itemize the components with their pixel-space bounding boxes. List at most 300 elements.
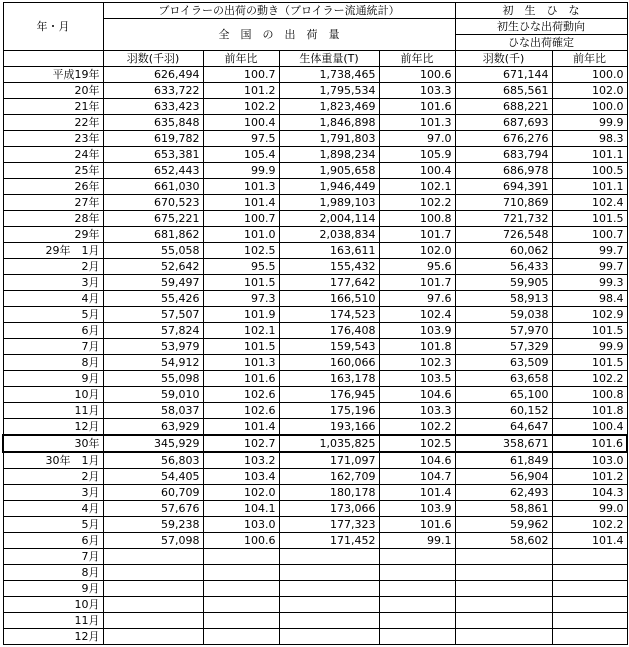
table-row xyxy=(3,452,627,469)
birds-cell[interactable]: 661,030 xyxy=(103,179,203,195)
chicks-cell[interactable]: 59,905 xyxy=(455,275,552,291)
weight-cell[interactable]: 1,898,234 xyxy=(279,147,379,163)
yoy2-cell[interactable]: 101.6 xyxy=(379,517,455,533)
birds-cell[interactable] xyxy=(103,581,203,597)
yoy3-cell[interactable]: 100.5 xyxy=(552,163,627,179)
row-label[interactable]: 30年 xyxy=(3,435,103,452)
yoy2-cell[interactable]: 103.3 xyxy=(379,83,455,99)
yoy1-cell[interactable] xyxy=(203,565,279,581)
chicks-cell[interactable]: 63,658 xyxy=(455,371,552,387)
table-row xyxy=(3,211,627,227)
chicks-cell[interactable]: 56,904 xyxy=(455,469,552,485)
yoy2-cell[interactable] xyxy=(379,613,455,629)
birds-cell[interactable]: 619,782 xyxy=(103,131,203,147)
yoy2-cell[interactable]: 101.7 xyxy=(379,227,455,243)
yoy2-cell[interactable]: 101.6 xyxy=(379,99,455,115)
yoy1-cell[interactable]: 101.3 xyxy=(203,179,279,195)
chicks-cell[interactable]: 358,671 xyxy=(455,435,552,452)
chicks-cell[interactable] xyxy=(455,549,552,565)
yoy2-cell[interactable]: 103.3 xyxy=(379,403,455,419)
yoy3-cell[interactable]: 102.4 xyxy=(552,195,627,211)
col-chicks-header: 羽数(千) xyxy=(455,51,552,67)
yoy3-cell[interactable]: 102.2 xyxy=(552,371,627,387)
blank-header-cell xyxy=(3,51,103,67)
table-body xyxy=(3,67,627,645)
weight-cell[interactable]: 176,945 xyxy=(279,387,379,403)
yoy1-cell[interactable]: 102.0 xyxy=(203,485,279,501)
birds-cell[interactable]: 670,523 xyxy=(103,195,203,211)
chicks-cell[interactable] xyxy=(455,581,552,597)
weight-cell[interactable]: 1,946,449 xyxy=(279,179,379,195)
yoy3-cell[interactable]: 102.0 xyxy=(552,83,627,99)
birds-cell[interactable] xyxy=(103,565,203,581)
yoy1-cell[interactable]: 102.1 xyxy=(203,323,279,339)
birds-cell[interactable]: 59,497 xyxy=(103,275,203,291)
birds-cell[interactable]: 57,098 xyxy=(103,533,203,549)
weight-cell[interactable]: 1,795,534 xyxy=(279,83,379,99)
table-row xyxy=(3,163,627,179)
row-label[interactable]: 12月 xyxy=(3,629,103,645)
table-row xyxy=(3,517,627,533)
birds-cell[interactable] xyxy=(103,613,203,629)
table-row xyxy=(3,131,627,147)
chicks-cell[interactable]: 60,062 xyxy=(455,243,552,259)
yoy3-cell[interactable]: 100.0 xyxy=(552,67,627,83)
weight-cell[interactable]: 171,452 xyxy=(279,533,379,549)
weight-cell[interactable]: 160,066 xyxy=(279,355,379,371)
chicks-cell[interactable]: 694,391 xyxy=(455,179,552,195)
row-label[interactable]: 11月 xyxy=(3,613,103,629)
chicks-cell[interactable]: 58,602 xyxy=(455,533,552,549)
yoy1-cell[interactable]: 97.3 xyxy=(203,291,279,307)
yoy3-cell[interactable]: 101.5 xyxy=(552,323,627,339)
row-label[interactable]: 30年 1月 xyxy=(3,452,103,469)
weight-cell[interactable] xyxy=(279,597,379,613)
col-yoy3-header: 前年比 xyxy=(552,51,627,67)
yoy1-cell[interactable] xyxy=(203,613,279,629)
row-label[interactable]: 6月 xyxy=(3,533,103,549)
table-row xyxy=(3,549,627,565)
chicks-cell[interactable]: 60,152 xyxy=(455,403,552,419)
yoy2-cell[interactable]: 97.6 xyxy=(379,291,455,307)
yoy2-cell[interactable]: 102.3 xyxy=(379,355,455,371)
weight-cell[interactable]: 2,004,114 xyxy=(279,211,379,227)
col-birds-header: 羽数(千羽) xyxy=(103,51,203,67)
weight-cell[interactable]: 193,166 xyxy=(279,419,379,436)
yoy2-cell[interactable]: 102.4 xyxy=(379,307,455,323)
chicks-cell[interactable]: 726,548 xyxy=(455,227,552,243)
weight-cell[interactable]: 159,543 xyxy=(279,339,379,355)
yoy1-cell[interactable]: 103.0 xyxy=(203,517,279,533)
chicks-cell[interactable]: 56,433 xyxy=(455,259,552,275)
row-label[interactable]: 21年 xyxy=(3,99,103,115)
chicks-cell[interactable] xyxy=(455,613,552,629)
yoy2-cell[interactable]: 104.7 xyxy=(379,469,455,485)
yoy1-cell[interactable]: 101.9 xyxy=(203,307,279,323)
weight-cell[interactable]: 155,432 xyxy=(279,259,379,275)
weight-cell[interactable]: 1,989,103 xyxy=(279,195,379,211)
weight-cell[interactable]: 2,038,834 xyxy=(279,227,379,243)
yoy3-cell[interactable]: 100.7 xyxy=(552,227,627,243)
row-label[interactable]: 28年 xyxy=(3,211,103,227)
yoy3-cell[interactable]: 101.1 xyxy=(552,179,627,195)
birds-cell[interactable]: 55,426 xyxy=(103,291,203,307)
weight-cell[interactable]: 162,709 xyxy=(279,469,379,485)
yoy2-cell[interactable]: 101.4 xyxy=(379,485,455,501)
row-label[interactable]: 7月 xyxy=(3,549,103,565)
yoy2-cell[interactable] xyxy=(379,629,455,645)
row-label[interactable]: 23年 xyxy=(3,131,103,147)
yoy1-cell[interactable]: 101.4 xyxy=(203,195,279,211)
birds-cell[interactable] xyxy=(103,549,203,565)
row-label[interactable]: 2月 xyxy=(3,259,103,275)
table-row xyxy=(3,243,627,259)
weight-cell[interactable] xyxy=(279,581,379,597)
table-row xyxy=(3,501,627,517)
table-row xyxy=(3,275,627,291)
chicks-cell[interactable]: 671,144 xyxy=(455,67,552,83)
chicks-cell[interactable]: 62,493 xyxy=(455,485,552,501)
yoy2-cell[interactable]: 97.0 xyxy=(379,131,455,147)
yoy1-cell[interactable] xyxy=(203,549,279,565)
chicks-cell[interactable]: 57,970 xyxy=(455,323,552,339)
chicks-cell[interactable]: 676,276 xyxy=(455,131,552,147)
table-row xyxy=(3,371,627,387)
chicks-cell[interactable]: 59,962 xyxy=(455,517,552,533)
yoy2-cell[interactable]: 103.9 xyxy=(379,501,455,517)
weight-cell[interactable]: 1,823,469 xyxy=(279,99,379,115)
yoy2-cell[interactable]: 104.6 xyxy=(379,387,455,403)
row-label[interactable]: 12月 xyxy=(3,419,103,436)
national-shipment-header: 全 国 の 出 荷 量 xyxy=(103,19,455,51)
birds-cell[interactable]: 54,405 xyxy=(103,469,203,485)
yoy2-cell[interactable] xyxy=(379,549,455,565)
table-row xyxy=(3,613,627,629)
yoy1-cell[interactable] xyxy=(203,597,279,613)
chicks-cell[interactable]: 686,978 xyxy=(455,163,552,179)
table-row xyxy=(3,435,627,452)
yoy1-cell[interactable]: 101.2 xyxy=(203,83,279,99)
yoy1-cell[interactable]: 99.9 xyxy=(203,163,279,179)
yoy3-cell[interactable]: 99.7 xyxy=(552,243,627,259)
yoy3-cell[interactable]: 101.5 xyxy=(552,355,627,371)
row-label[interactable]: 5月 xyxy=(3,517,103,533)
row-label[interactable]: 7月 xyxy=(3,339,103,355)
chick-title-header: 初 生 ひ な xyxy=(455,3,627,19)
yoy3-cell[interactable]: 99.9 xyxy=(552,115,627,131)
row-label[interactable]: 27年 xyxy=(3,195,103,211)
yoy3-cell[interactable]: 99.9 xyxy=(552,339,627,355)
yoy2-cell[interactable]: 102.2 xyxy=(379,419,455,436)
row-label[interactable]: 26年 xyxy=(3,179,103,195)
yoy3-cell[interactable]: 98.4 xyxy=(552,291,627,307)
yoy3-cell[interactable]: 101.2 xyxy=(552,469,627,485)
chicks-cell[interactable] xyxy=(455,565,552,581)
yoy3-cell[interactable] xyxy=(552,613,627,629)
weight-cell[interactable]: 1,905,658 xyxy=(279,163,379,179)
yoy3-cell[interactable]: 100.8 xyxy=(552,387,627,403)
chicks-cell[interactable] xyxy=(455,597,552,613)
table-row xyxy=(3,565,627,581)
row-label[interactable]: 20年 xyxy=(3,83,103,99)
birds-cell[interactable]: 53,979 xyxy=(103,339,203,355)
table-row xyxy=(3,307,627,323)
table-row xyxy=(3,115,627,131)
yoy2-cell[interactable]: 105.9 xyxy=(379,147,455,163)
yoy3-cell[interactable]: 98.3 xyxy=(552,131,627,147)
row-label[interactable]: 29年 1月 xyxy=(3,243,103,259)
table-row xyxy=(3,403,627,419)
chick-shipment-confirmed-header: ひな出荷確定 xyxy=(455,35,627,51)
col-weight-header: 生体重量(T) xyxy=(279,51,379,67)
row-label[interactable]: 10月 xyxy=(3,597,103,613)
table-row xyxy=(3,469,627,485)
yoy3-cell[interactable]: 101.1 xyxy=(552,147,627,163)
yoy1-cell[interactable]: 102.5 xyxy=(203,243,279,259)
row-label[interactable]: 8月 xyxy=(3,355,103,371)
chicks-cell[interactable] xyxy=(455,629,552,645)
weight-cell[interactable]: 173,066 xyxy=(279,501,379,517)
yoy2-cell[interactable]: 102.2 xyxy=(379,195,455,211)
chicks-cell[interactable]: 685,561 xyxy=(455,83,552,99)
row-label[interactable]: 平成19年 xyxy=(3,67,103,83)
yoy2-cell[interactable] xyxy=(379,581,455,597)
chicks-cell[interactable]: 59,038 xyxy=(455,307,552,323)
table-row xyxy=(3,597,627,613)
yoy1-cell[interactable]: 101.0 xyxy=(203,227,279,243)
chicks-cell[interactable]: 58,913 xyxy=(455,291,552,307)
row-label[interactable]: 8月 xyxy=(3,565,103,581)
yoy1-cell[interactable]: 100.7 xyxy=(203,211,279,227)
yoy3-cell[interactable] xyxy=(552,629,627,645)
chicks-cell[interactable]: 683,794 xyxy=(455,147,552,163)
weight-cell[interactable]: 171,097 xyxy=(279,452,379,469)
birds-cell[interactable]: 675,221 xyxy=(103,211,203,227)
yoy3-cell[interactable]: 101.6 xyxy=(552,435,627,452)
yoy3-cell[interactable]: 101.8 xyxy=(552,403,627,419)
yoy2-cell[interactable]: 102.0 xyxy=(379,243,455,259)
birds-cell[interactable]: 60,709 xyxy=(103,485,203,501)
yoy3-cell[interactable] xyxy=(552,565,627,581)
table-row xyxy=(3,629,627,645)
table-row xyxy=(3,323,627,339)
table-row xyxy=(3,291,627,307)
weight-cell[interactable]: 1,846,898 xyxy=(279,115,379,131)
chicks-cell[interactable]: 688,221 xyxy=(455,99,552,115)
weight-cell[interactable]: 180,178 xyxy=(279,485,379,501)
chicks-cell[interactable]: 721,732 xyxy=(455,211,552,227)
row-label[interactable]: 5月 xyxy=(3,307,103,323)
yoy1-cell[interactable]: 100.4 xyxy=(203,115,279,131)
birds-cell[interactable]: 54,912 xyxy=(103,355,203,371)
yoy2-cell[interactable]: 101.7 xyxy=(379,275,455,291)
yoy1-cell[interactable]: 102.6 xyxy=(203,403,279,419)
birds-cell[interactable]: 57,676 xyxy=(103,501,203,517)
birds-cell[interactable]: 58,037 xyxy=(103,403,203,419)
yoy2-cell[interactable]: 101.3 xyxy=(379,115,455,131)
row-label[interactable]: 29年 xyxy=(3,227,103,243)
yoy2-cell[interactable]: 102.5 xyxy=(379,435,455,452)
table-row xyxy=(3,147,627,163)
weight-cell[interactable] xyxy=(279,565,379,581)
birds-cell[interactable]: 63,929 xyxy=(103,419,203,436)
weight-cell[interactable]: 166,510 xyxy=(279,291,379,307)
yoy3-cell[interactable]: 100.0 xyxy=(552,99,627,115)
birds-cell[interactable]: 626,494 xyxy=(103,67,203,83)
yoy3-cell[interactable]: 102.2 xyxy=(552,517,627,533)
birds-cell[interactable]: 681,862 xyxy=(103,227,203,243)
yoy1-cell[interactable]: 102.2 xyxy=(203,99,279,115)
yoy1-cell[interactable] xyxy=(203,629,279,645)
yoy3-cell[interactable]: 102.9 xyxy=(552,307,627,323)
yoy3-cell[interactable]: 99.7 xyxy=(552,259,627,275)
yoy1-cell[interactable]: 101.4 xyxy=(203,419,279,436)
weight-cell[interactable] xyxy=(279,549,379,565)
chicks-cell[interactable]: 63,509 xyxy=(455,355,552,371)
yoy1-cell[interactable]: 105.4 xyxy=(203,147,279,163)
col-yoy2-header: 前年比 xyxy=(379,51,455,67)
yoy3-cell[interactable] xyxy=(552,597,627,613)
yoy2-cell[interactable]: 100.8 xyxy=(379,211,455,227)
yoy1-cell[interactable]: 104.1 xyxy=(203,501,279,517)
weight-cell[interactable]: 174,523 xyxy=(279,307,379,323)
yoy2-cell[interactable]: 104.6 xyxy=(379,452,455,469)
chicks-cell[interactable]: 61,849 xyxy=(455,452,552,469)
yoy3-cell[interactable] xyxy=(552,581,627,597)
yoy1-cell[interactable]: 101.6 xyxy=(203,371,279,387)
table-row xyxy=(3,355,627,371)
table-row xyxy=(3,83,627,99)
row-label[interactable]: 2月 xyxy=(3,469,103,485)
yoy1-cell[interactable]: 101.5 xyxy=(203,275,279,291)
row-label[interactable]: 3月 xyxy=(3,485,103,501)
table-row xyxy=(3,179,627,195)
chicks-cell[interactable]: 65,100 xyxy=(455,387,552,403)
birds-cell[interactable]: 55,058 xyxy=(103,243,203,259)
row-label[interactable]: 9月 xyxy=(3,581,103,597)
yoy2-cell[interactable]: 100.4 xyxy=(379,163,455,179)
row-label[interactable]: 4月 xyxy=(3,501,103,517)
yoy3-cell[interactable]: 101.4 xyxy=(552,533,627,549)
table-row xyxy=(3,227,627,243)
birds-cell[interactable]: 59,010 xyxy=(103,387,203,403)
weight-cell[interactable]: 1,791,803 xyxy=(279,131,379,147)
chicks-cell[interactable]: 57,329 xyxy=(455,339,552,355)
table-row xyxy=(3,533,627,549)
broiler-shipment-table xyxy=(2,2,628,645)
birds-cell[interactable]: 653,381 xyxy=(103,147,203,163)
weight-cell[interactable]: 177,323 xyxy=(279,517,379,533)
yoy1-cell[interactable]: 101.3 xyxy=(203,355,279,371)
birds-cell[interactable]: 59,238 xyxy=(103,517,203,533)
birds-cell[interactable]: 635,848 xyxy=(103,115,203,131)
yoy1-cell[interactable]: 100.7 xyxy=(203,67,279,83)
birds-cell[interactable]: 52,642 xyxy=(103,259,203,275)
chicks-cell[interactable]: 710,869 xyxy=(455,195,552,211)
table-row xyxy=(3,195,627,211)
row-label[interactable]: 6月 xyxy=(3,323,103,339)
yoy3-cell[interactable]: 100.4 xyxy=(552,419,627,436)
yoy1-cell[interactable]: 103.4 xyxy=(203,469,279,485)
yoy1-cell[interactable]: 101.5 xyxy=(203,339,279,355)
chicks-cell[interactable]: 64,647 xyxy=(455,419,552,436)
yoy2-cell[interactable]: 103.9 xyxy=(379,323,455,339)
yoy3-cell[interactable]: 99.0 xyxy=(552,501,627,517)
weight-cell[interactable]: 177,642 xyxy=(279,275,379,291)
yoy3-cell[interactable] xyxy=(552,549,627,565)
year-month-header: 年・月 xyxy=(3,3,103,51)
table-row xyxy=(3,581,627,597)
yoy3-cell[interactable]: 104.3 xyxy=(552,485,627,501)
birds-cell[interactable]: 57,507 xyxy=(103,307,203,323)
weight-cell[interactable]: 163,178 xyxy=(279,371,379,387)
weight-cell[interactable]: 175,196 xyxy=(279,403,379,419)
yoy2-cell[interactable]: 102.1 xyxy=(379,179,455,195)
yoy1-cell[interactable]: 102.6 xyxy=(203,387,279,403)
weight-cell[interactable]: 163,611 xyxy=(279,243,379,259)
yoy1-cell[interactable]: 102.7 xyxy=(203,435,279,452)
yoy2-cell[interactable]: 99.1 xyxy=(379,533,455,549)
broiler-title-header: ブロイラーの出荷の動き（ブロイラー流通統計） xyxy=(103,3,455,19)
weight-cell[interactable]: 176,408 xyxy=(279,323,379,339)
weight-cell[interactable] xyxy=(279,629,379,645)
weight-cell[interactable]: 1,035,825 xyxy=(279,435,379,452)
table-row xyxy=(3,67,627,83)
yoy3-cell[interactable]: 101.5 xyxy=(552,211,627,227)
birds-cell[interactable]: 633,722 xyxy=(103,83,203,99)
birds-cell[interactable]: 345,929 xyxy=(103,435,203,452)
birds-cell[interactable]: 57,824 xyxy=(103,323,203,339)
row-label[interactable]: 4月 xyxy=(3,291,103,307)
yoy1-cell[interactable] xyxy=(203,581,279,597)
yoy2-cell[interactable]: 103.5 xyxy=(379,371,455,387)
table-row xyxy=(3,419,627,436)
birds-cell[interactable] xyxy=(103,629,203,645)
row-label[interactable]: 25年 xyxy=(3,163,103,179)
birds-cell[interactable]: 56,803 xyxy=(103,452,203,469)
row-label[interactable]: 9月 xyxy=(3,371,103,387)
chicks-cell[interactable]: 58,861 xyxy=(455,501,552,517)
birds-cell[interactable]: 55,098 xyxy=(103,371,203,387)
row-label[interactable]: 11月 xyxy=(3,403,103,419)
yoy2-cell[interactable]: 95.6 xyxy=(379,259,455,275)
table-row xyxy=(3,339,627,355)
table-row xyxy=(3,485,627,501)
row-label[interactable]: 22年 xyxy=(3,115,103,131)
yoy2-cell[interactable]: 100.6 xyxy=(379,67,455,83)
chicks-cell[interactable]: 687,693 xyxy=(455,115,552,131)
birds-cell[interactable]: 652,443 xyxy=(103,163,203,179)
birds-cell[interactable]: 633,423 xyxy=(103,99,203,115)
yoy1-cell[interactable]: 95.5 xyxy=(203,259,279,275)
yoy2-cell[interactable] xyxy=(379,597,455,613)
yoy2-cell[interactable] xyxy=(379,565,455,581)
table-row xyxy=(3,259,627,275)
yoy2-cell[interactable]: 101.8 xyxy=(379,339,455,355)
weight-cell[interactable] xyxy=(279,613,379,629)
col-yoy1-header: 前年比 xyxy=(203,51,279,67)
row-label[interactable]: 24年 xyxy=(3,147,103,163)
weight-cell[interactable]: 1,738,465 xyxy=(279,67,379,83)
yoy1-cell[interactable]: 97.5 xyxy=(203,131,279,147)
row-label[interactable]: 3月 xyxy=(3,275,103,291)
row-label[interactable]: 10月 xyxy=(3,387,103,403)
yoy3-cell[interactable]: 99.3 xyxy=(552,275,627,291)
yoy1-cell[interactable]: 103.2 xyxy=(203,452,279,469)
yoy3-cell[interactable]: 103.0 xyxy=(552,452,627,469)
yoy1-cell[interactable]: 100.6 xyxy=(203,533,279,549)
birds-cell[interactable] xyxy=(103,597,203,613)
